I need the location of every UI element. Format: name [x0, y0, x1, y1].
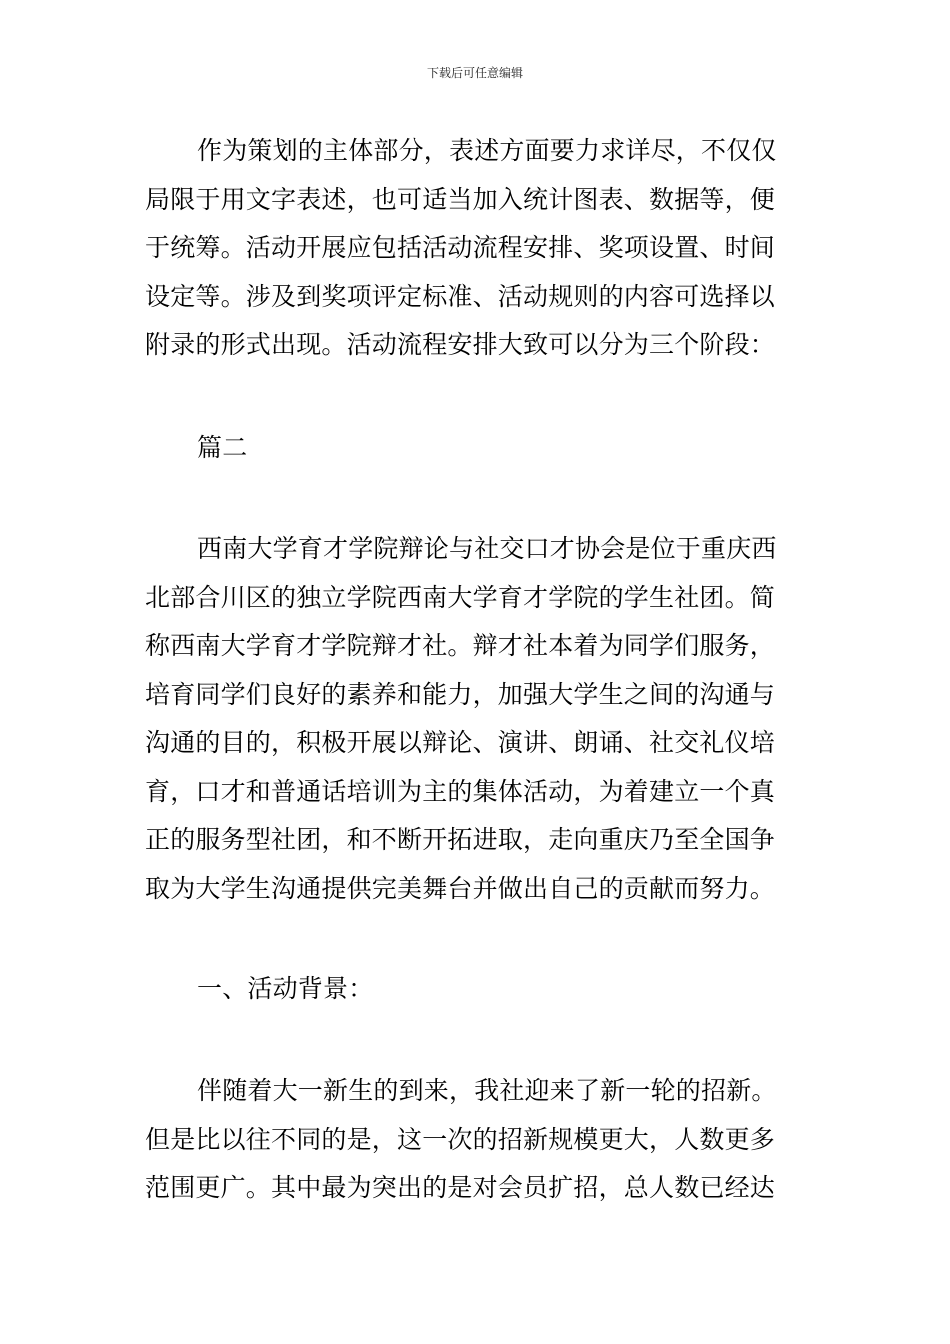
paragraph-line: 培育同学们良好的素养和能力，加强大学生之间的沟通与	[145, 679, 776, 709]
paragraph-line: 但是比以往不同的是，这一次的招新规模更大，人数更多	[145, 1124, 776, 1154]
section-heading-part-two	[145, 424, 807, 473]
paragraph-line: 沟通的目的，积极开展以辩论、演讲、朗诵、社交礼仪培	[145, 728, 776, 757]
paragraph-line: 附录的形式出现。活动流程安排大致可以分为三个阶段：	[145, 330, 776, 359]
section-heading-background	[145, 965, 807, 1014]
paragraph-line: 于统筹。活动开展应包括活动流程安排、奖项设置、时间	[145, 233, 776, 262]
paragraph-line: 范围更广。其中最为突出的是对会员扩招，总人数已经达	[145, 1173, 776, 1202]
paragraph-line: 西南大学育才学院辩论与社交口才协会是位于重庆西	[197, 534, 777, 563]
paragraph-line: 正的服务型社团，和不断开拓进取，走向重庆乃至全国争	[145, 825, 776, 854]
paragraph-background	[145, 1067, 807, 1213]
paragraph-line: 育，口才和普通话培训为主的集体活动，为着建立一个真	[145, 776, 776, 806]
paragraph-society-intro	[145, 525, 807, 913]
header-note: 下载后可任意编辑	[426, 66, 523, 80]
section-heading: 一、活动背景：	[197, 974, 374, 1003]
paragraph-line: 局限于用文字表述，也可适当加入统计图表、数据等，便	[145, 184, 776, 214]
paragraph-line: 取为大学生沟通提供完美舞台并做出自己的贡献而努力。	[145, 873, 776, 903]
section-heading: 篇二	[197, 433, 248, 462]
paragraph-line: 作为策划的主体部分，表述方面要力求详尽，不仅仅	[197, 136, 777, 165]
paragraph-line: 称西南大学育才学院辩才社。辩才社本着为同学们服务，	[145, 631, 776, 660]
paragraph-line: 设定等。涉及到奖项评定标准、活动规则的内容可选择以	[145, 281, 776, 311]
paragraph-line: 伴随着大一新生的到来，我社迎来了新一轮的招新。	[197, 1076, 777, 1105]
paragraph-line: 北部合川区的独立学院西南大学育才学院的学生社团。简	[145, 582, 776, 612]
paragraph-intro	[145, 127, 807, 370]
